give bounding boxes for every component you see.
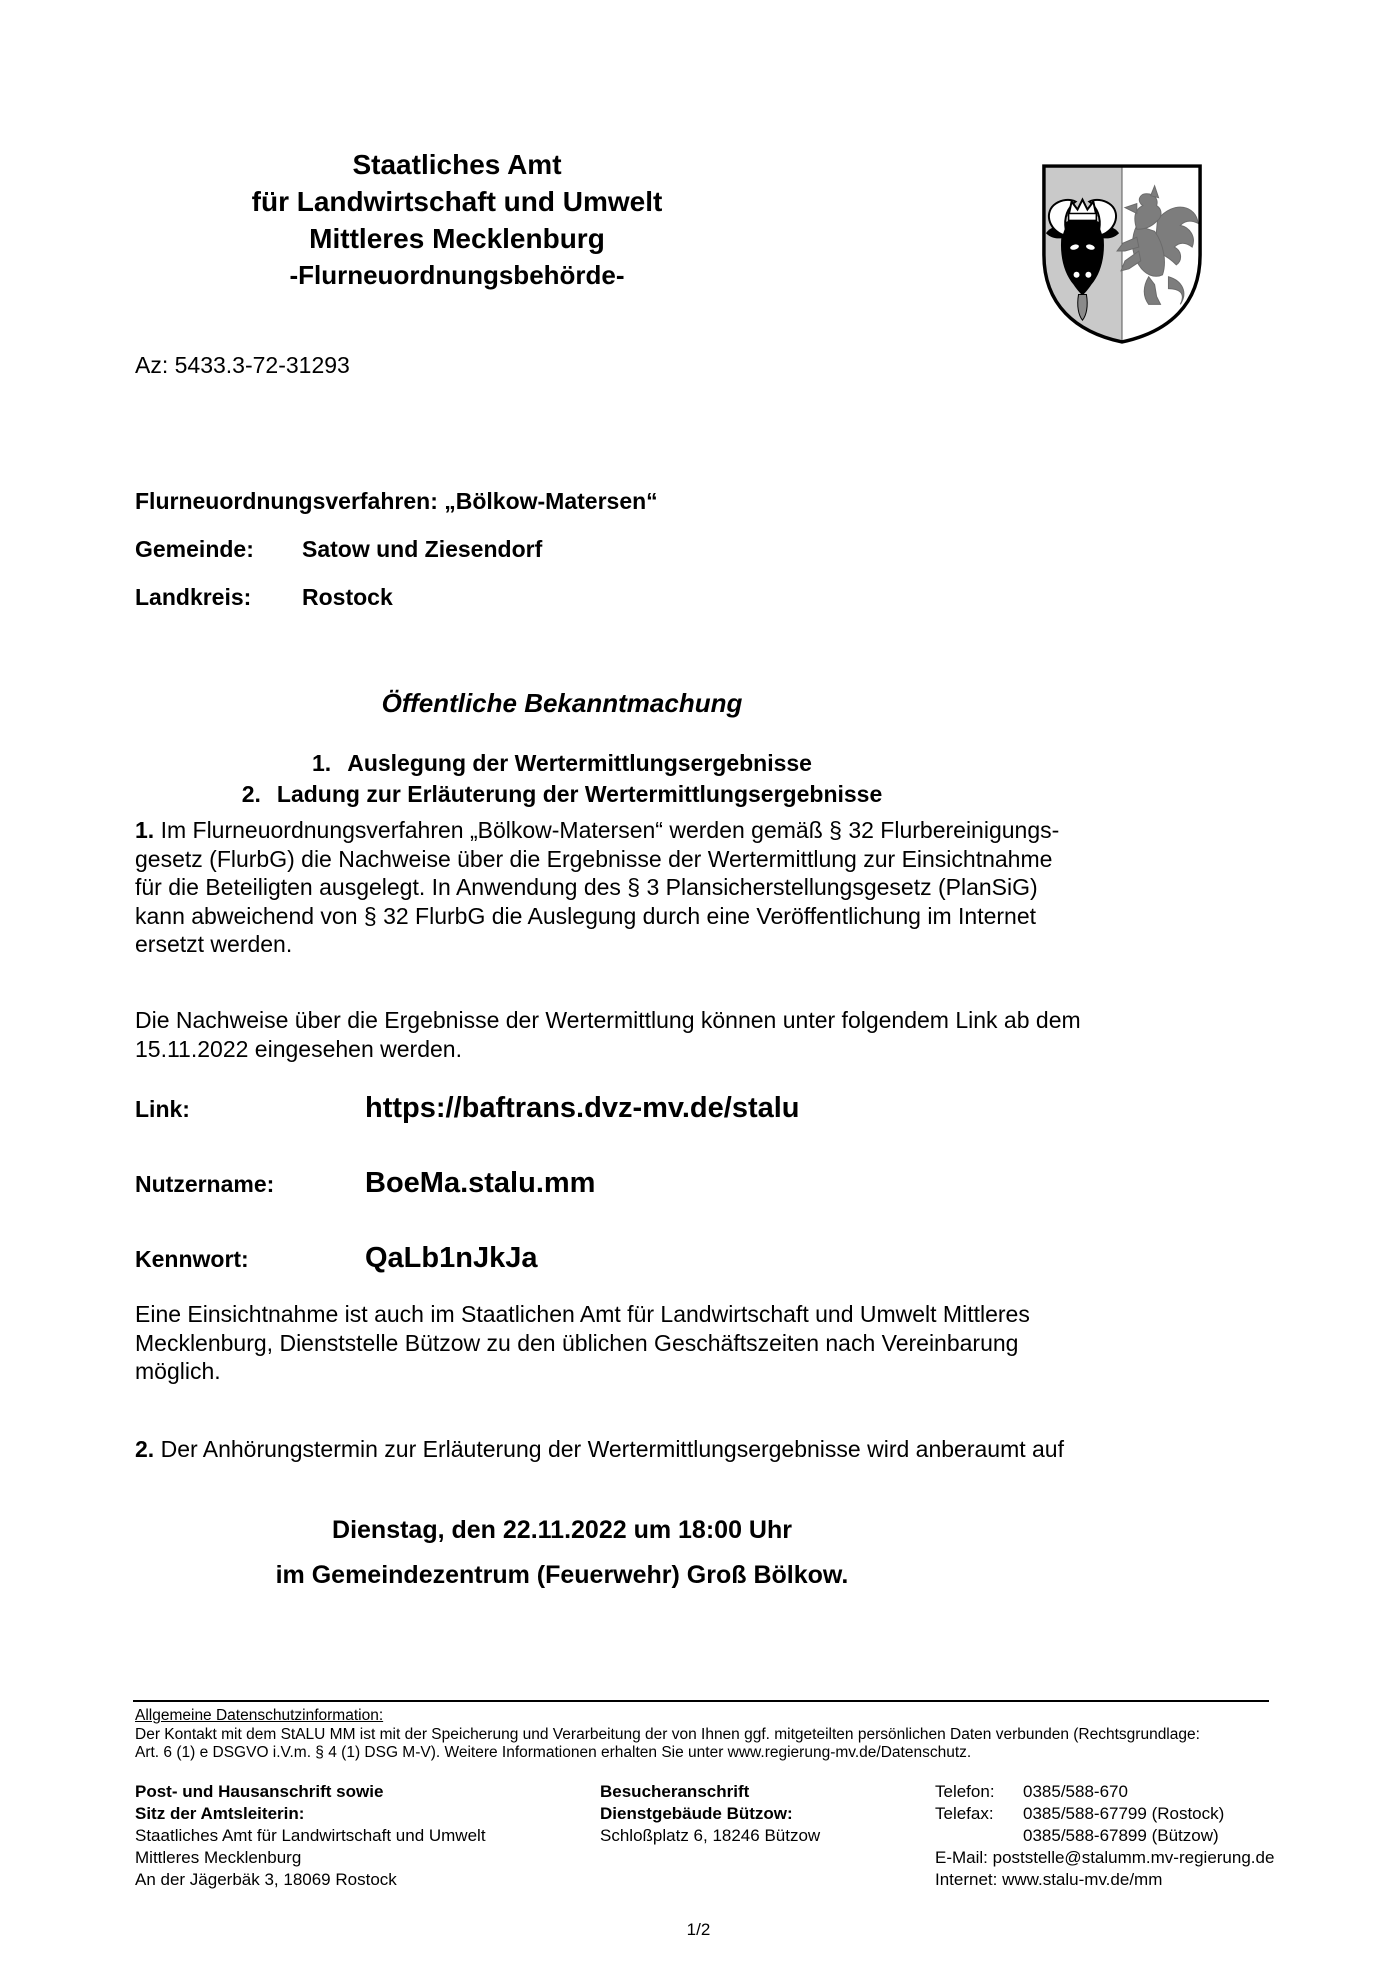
paragraph-einsichtnahme [135,1300,1335,1386]
announcement-title: Öffentliche Bekanntmachung [381,688,743,718]
text-line: kann abweichend von § 32 FlurbG die Auslegung durch eine Veröffentlichung im Internet [135,902,1037,929]
paragraph-number: 2. [135,1436,155,1462]
footer-divider [133,1700,1269,1702]
password-value: QaLb1nJkJa [365,1242,538,1274]
gemeinde-label: Gemeinde: [135,536,254,562]
agenda-item-1 [133,748,991,779]
internet-line: Internet: www.stalu-mv.de/mm [935,1870,1163,1889]
link-row [135,1092,1235,1125]
text-line: Besucheranschrift [600,1782,750,1801]
paragraph-auslegung [135,816,1335,959]
visitor-address-heading [600,1781,930,1825]
text-line: An der Jägerbäk 3, 18069 Rostock [135,1870,397,1889]
visitor-address-lines [600,1825,930,1847]
visitor-address-block [600,1781,930,1847]
text-line: Sitz der Amtsleiterin: [135,1804,305,1823]
text-line: Dienstgebäude Bützow: [600,1804,793,1823]
case-info [135,486,658,630]
letterhead-line-1: Staatliches Amt [352,149,562,180]
file-reference: Az: 5433.3-72-31293 [135,352,350,378]
text-line: Mecklenburg, Dienststelle Bützow zu den üblichen Geschäftszeiten nach Vereinbarung [135,1329,1019,1356]
landkreis-value: Rostock [302,584,393,610]
text-line: Die Nachweise über die Ergebnisse der Wertermittlung können unter folgendem Link ab dem [135,1007,1081,1033]
text-line: Eine Einsichtnahme ist auch im Staatlichen Amt für Landwirtschaft und Umwelt Mittleres [135,1301,1030,1327]
gemeinde-value: Satow und Ziesendorf [302,536,543,562]
telefax-label: Telefax: [935,1804,994,1823]
link-value: https://baftrans.dvz-mv.de/stalu [365,1092,800,1124]
text-line: 15.11.2022 eingesehen werden. [135,1035,462,1062]
agenda-item-1-text: Auslegung der Wertermittlungsergebnisse [347,750,812,776]
username-value: BoeMa.stalu.mm [365,1167,596,1199]
landkreis-label: Landkreis: [135,584,252,610]
text-line: Staatliches Amt für Landwirtschaft und Umwelt [135,1826,486,1845]
postal-address-block [135,1781,595,1891]
gemeinde-row [135,534,658,564]
letterhead-line-4: -Flurneuordnungsbehörde- [289,260,625,290]
text-line: Mittleres Mecklenburg [135,1848,302,1867]
username-row [135,1167,1235,1200]
paragraph-link-info [135,1006,1335,1063]
privacy-lines [135,1726,1200,1763]
telefon-value: 0385/588-670 [1023,1782,1128,1801]
text-line: Art. 6 (1) e DSGVO i.V.m. § 4 (1) DSG M-V). Weitere Informationen erhalten Sie unter www.regierung-mv.de/Datenschutz. [135,1744,972,1761]
text-line: ersetzt werden. [135,931,293,958]
event-date-time: Dienstag, den 22.11.2022 um 18:00 Uhr [332,1516,792,1544]
page-number: 1/2 [686,1920,711,1939]
paragraph-line [135,816,1335,845]
event-announcement [133,1508,991,1598]
event-location: im Gemeindezentrum (Feuerwehr) Groß Bölkow. [275,1561,849,1589]
agenda-item-1-number: 1. [312,750,332,776]
telefax-row [935,1803,1295,1825]
username-label: Nutzername: [135,1171,275,1197]
email-line: E-Mail: poststelle@stalumm.mv-regierung.de [935,1848,1275,1867]
postal-address-heading [135,1781,595,1825]
privacy-heading: Allgemeine Datenschutzinformation: [135,1707,384,1724]
text-line: Der Kontakt mit dem StALU MM ist mit der Speicherung und Verarbeitung der von Ihnen ggf. mitgeteilten persönlichen Daten verbunden (Rechtsgrundlage: [135,1725,1200,1743]
privacy-notice [135,1707,1200,1763]
postal-address-lines [135,1825,595,1891]
paragraph-text: Im Flurneuordnungsverfahren „Bölkow-Matersen“ werden gemäß § 32 Flurbereinigungs- [160,817,1060,843]
letterhead [133,146,781,294]
telefax-value-rostock: 0385/588-67799 (Rostock) [1023,1804,1225,1823]
agenda-item-2 [133,779,991,810]
announcement-agenda [133,748,991,810]
password-row [135,1242,1235,1275]
letterhead-line-2: für Landwirtschaft und Umwelt [251,186,663,217]
telefon-row [935,1781,1295,1803]
paragraph-anhoerungstermin [135,1435,1335,1464]
telefon-label: Telefon: [935,1782,995,1801]
text-line: möglich. [135,1358,221,1385]
paragraph-lines [135,845,1335,959]
text-line: für die Beteiligten ausgelegt. In Anwendung des § 3 Plansicherstellungsgesetz (PlanSiG) [135,874,1038,901]
link-label: Link: [135,1096,190,1122]
paragraph-text: Der Anhörungstermin zur Erläuterung der Wertermittlungsergebnisse wird anberaumt auf [160,1436,1064,1462]
procedure-line: Flurneuordnungsverfahren: „Bölkow-Matersen“ [135,488,658,514]
letterhead-line-3: Mittleres Mecklenburg [309,223,605,254]
text-line: gesetz (FlurbG) die Nachweise über die Ergebnisse der Wertermittlung zur Einsichtnahme [135,845,1053,872]
landkreis-row [135,582,658,612]
telefax-value-buetzow: 0385/588-67899 (Bützow) [1023,1826,1219,1845]
text-line: Schloßplatz 6, 18246 Bützow [600,1826,821,1845]
agenda-item-2-text: Ladung zur Erläuterung der Wertermittlungsergebnisse [276,781,883,807]
paragraph-number: 1. [135,817,155,843]
coat-of-arms-mecklenburg-vorpommern-icon [1038,160,1206,348]
telefax-label-spacer [935,1825,1023,1847]
text-line: Post- und Hausanschrift sowie [135,1782,384,1801]
password-label: Kennwort: [135,1246,249,1272]
communication-block [935,1781,1295,1891]
agenda-item-2-number: 2. [241,781,261,807]
telefax-row-2 [935,1825,1295,1847]
